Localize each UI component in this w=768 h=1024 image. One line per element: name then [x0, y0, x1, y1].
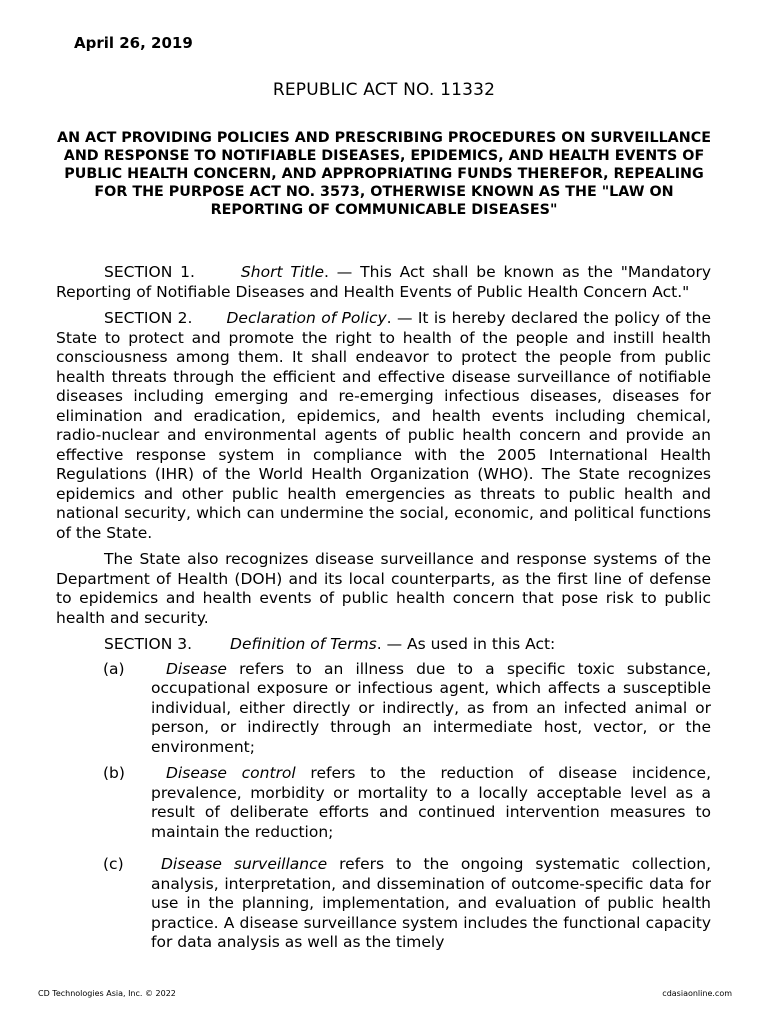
- definition-c: [56, 855, 711, 953]
- definition-text: refers to the ongoing systematic collection, analysis, interpretation, and dissemination of outcome-specific data for use in the planning, implementation, and evaluation of public health practice. A disease surveillance system includes the functional capacity for data analysis as well as the timely: [151, 855, 712, 951]
- definition-term: Disease control: [166, 764, 296, 782]
- definition-letter: (a): [103, 659, 125, 678]
- section-heading: Short Title: [240, 263, 325, 281]
- document-body: [56, 263, 711, 960]
- section-text: . — It is hereby declared the policy of the State to protect and promote the right to health of the people and instill health consciousness among them. It shall endeavor to protect the people from public health threats through the efficient and effective disease surveillance of notifiable diseases including emerging and re-emerging infectious diseases, diseases for elimination and eradication, epidemics, and health events including chemical, radio-nuclear and environmental agents of public health concern and provide an effective response system in compliance with the 2005 International Health Regulations (IHR) of the World Health Organization (WHO). The State recognizes epidemics and other public health emergencies as threats to public health and national security, which can undermine the social, economic, and political functions of the State.: [56, 309, 712, 542]
- section-text: . — This Act shall be known as the "Mandatory Reporting of Notifiable Diseases and Health Events of Public Health Concern Act.": [56, 263, 711, 301]
- section-label: SECTION 1.: [104, 263, 195, 281]
- document-date: April 26, 2019: [74, 34, 193, 52]
- section-2: [56, 309, 711, 543]
- footer-website: cdasiaonline.com: [662, 989, 732, 998]
- section-text: . — As used in this Act:: [376, 635, 556, 653]
- section-heading: Definition of Terms: [230, 635, 377, 653]
- definition-b: [56, 764, 711, 842]
- footer-copyright: CD Technologies Asia, Inc. © 2022: [38, 989, 176, 998]
- definition-letter: (b): [103, 764, 125, 782]
- section-label: SECTION 3.: [104, 635, 193, 653]
- definition-term: Disease surveillance: [161, 855, 328, 873]
- section-1: [56, 263, 711, 302]
- section-label: SECTION 2.: [104, 309, 193, 327]
- act-title: AN ACT PROVIDING POLICIES AND PRESCRIBING PROCEDURES ON SURVEILLANCE AND RESPONSE TO NOTIFIABLE DISEASES, EPIDEMICS, AND HEALTH EVENTS OF PUBLIC HEALTH CONCERN, AND APPROPRIATING FUNDS THEREFOR, REPEALING FOR THE PURPOSE ACT NO. 3573, OTHERWISE KNOWN AS THE "LAW ON REPORTING OF COMMUNICABLE DISEASES": [57, 130, 711, 218]
- definition-letter: (c): [103, 855, 124, 873]
- definition-term: Disease: [166, 659, 227, 678]
- definition-a: [56, 660, 711, 758]
- section-heading: Declaration of Policy: [226, 309, 387, 327]
- definition-text: refers to the reduction of disease incidence, prevalence, morbidity or mortality to a locally acceptable level as a result of deliberate efforts and continued intervention measures to maintain the reduction;: [151, 764, 711, 841]
- section-2-paragraph-2: The State also recognizes disease surveillance and response systems of the Department of Health (DOH) and its local counterparts, as the first line of defense to epidemics and health events of public health concern that pose risk to public health and security.: [56, 550, 711, 627]
- act-number: REPUBLIC ACT NO. 11332: [272, 80, 496, 100]
- section-3: [56, 635, 711, 655]
- definition-text: refers to an illness due to a specific toxic substance, occupational exposure or infectious agent, which affects a susceptible individual, either directly or indirectly, as from an infected animal or person, or indirectly through an intermediate host, vector, or the environment;: [151, 659, 711, 756]
